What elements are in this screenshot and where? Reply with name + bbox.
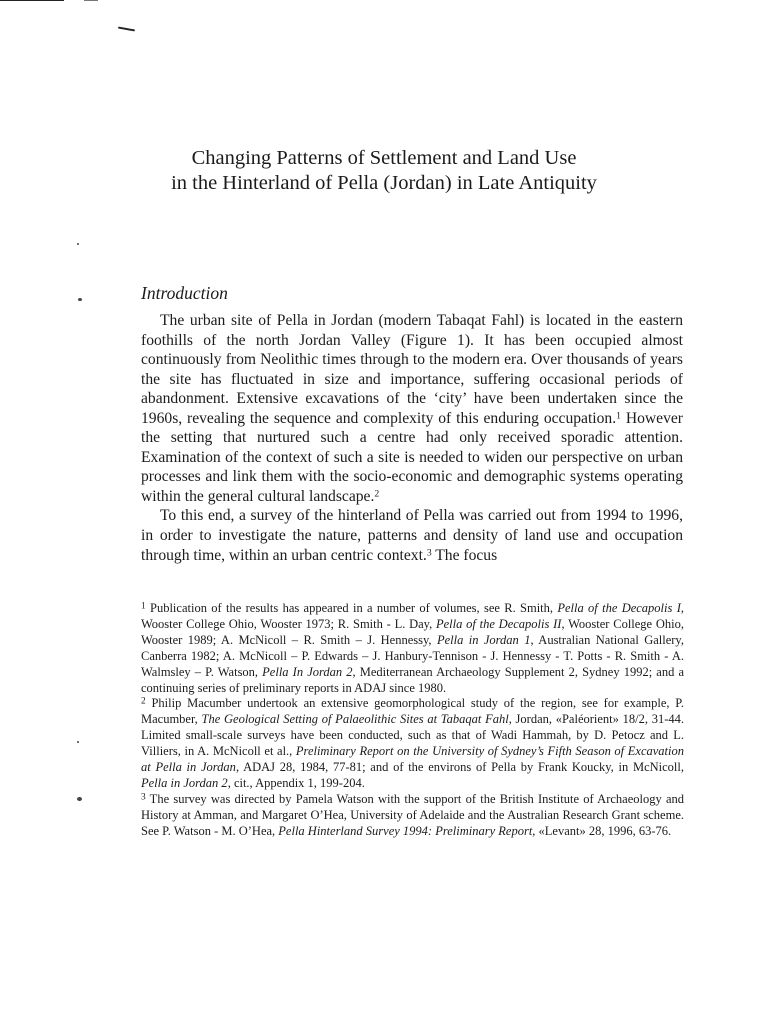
footnote-title-italic: Pella In Jordan 2: [262, 664, 353, 679]
article-title-line-1: Changing Patterns of Settlement and Land Use: [191, 147, 577, 169]
footnote-text: Philip Macumber undertook an extensive geomorphological study of the region, see for example, P. Macumber,: [141, 696, 684, 727]
article-title-line-2: in the Hinterland of Pella (Jordan) in Late Antiquity: [171, 172, 597, 194]
paragraph-text: To this end, a survey of the hinterland of Pella was carried out from 1994 to 1996, in order to investigate the nature, patterns and density of land use and occupation through time, within an urban centric context.: [141, 507, 683, 564]
footnote-marker: 2: [141, 697, 146, 708]
scan-stroke-mark: [118, 27, 135, 32]
section-heading: Introduction: [141, 283, 228, 303]
footnote-marker: 3: [141, 792, 146, 803]
footnote-marker: 1: [141, 601, 146, 612]
footnote-reference[interactable]: 1: [616, 410, 621, 422]
scan-speck: [77, 741, 79, 743]
body-text: [141, 311, 683, 565]
footnote-title-italic: Pella of the Decapolis I: [557, 601, 681, 615]
footnote-title-italic: Pella in Jordan 1: [436, 632, 531, 647]
footnote: [141, 792, 684, 840]
paragraph-text: The focus: [431, 546, 498, 564]
scan-edge-line-short: [84, 0, 98, 1]
footnote-title-italic: The Geological Setting of Palaeolithic Sites at Tabaqat Fahl: [201, 712, 509, 727]
footnote-text: , Australian National Gallery, Canberra 1982; A. McNicoll – P. Edwards – J. Hanbury-Tennison - J. Hennessy - T. Potts - R. Smith - A. Walmsley – P. Watson,: [141, 632, 684, 679]
footnote-text: The survey was directed by Pamela Watson with the support of the British Institute of Archaeology and History at Amman, and Margaret O’Hea, University of Adelaide and the Australian Research Grant scheme. See P. Watson - M. O’Hea,: [141, 791, 684, 838]
paragraph: [141, 506, 683, 565]
footnote-title-italic: Pella of the Decapolis II: [436, 616, 562, 631]
footnote-title-italic: Preliminary Report on the University of Sydney’s Fifth Season of Excavation at Pella in Jordan: [141, 744, 684, 775]
footnotes: [141, 601, 684, 840]
paragraph-text: The urban site of Pella in Jordan (modern Tabaqat Fahl) is located in the eastern foothills of the north Jordan Valley (Figure 1). It has been occupied almost continuously from Neolithic times through to the modern era. Over thousands of years the site has fluctuated in size and importance, suffering occasional periods of abandonment. Extensive excavations of the ‘city’ have been undertaken since the 1960s, revealing the sequence and complexity of this enduring occupation.: [141, 312, 683, 427]
footnote-text: , ADAJ 28, 1984, 77-81; and of the environs of Pella by Frank Koucky, in McNicoll,: [235, 760, 684, 775]
footnote-reference[interactable]: 2: [374, 488, 380, 500]
paragraph-text: However the setting that nurtured such a centre had only received sporadic attention. Examination of the context of such a site is needed to widen our perspective on urban processes and link them with the socio-economic and demographic systems operating within the general cultural landscape.: [141, 409, 683, 505]
scan-speck: [77, 243, 79, 245]
scan-edge-line: [0, 0, 64, 1]
footnote-text: , Jordan, «Paléorient» 18/2, 31-44. Limited small-scale surveys have been conducted, such as that of Wadi Hammah, by D. Petocz and L. Villiers, in A. McNicoll et al.,: [141, 712, 685, 759]
footnote-title-italic: Pella in Jordan 2: [141, 775, 228, 790]
footnote-text: Publication of the results has appeared in a number of volumes, see R. Smith,: [145, 601, 558, 615]
footnote-title-italic: Pella Hinterland Survey 1994: Preliminary Report: [278, 823, 533, 838]
footnote-text: , Wooster College Ohio, Wooster 1973; R. Smith - L. Day,: [141, 601, 684, 631]
scan-speck: [78, 298, 82, 301]
footnote-text: , Mediterranean Archaeology Supplement 2, Sydney 1992; and a continuing series of preliminary reports in ADAJ since 1980.: [141, 664, 685, 695]
footnote: [141, 601, 684, 696]
footnote-text: , cit., Appendix 1, 199-204.: [227, 775, 365, 790]
footnote-text: , Wooster College Ohio, Wooster 1989; A. McNicoll – R. Smith – J. Hennessy,: [141, 616, 684, 647]
footnote: [141, 696, 684, 791]
footnote-reference[interactable]: 3: [426, 547, 432, 559]
footnote-text: , «Levant» 28, 1996, 63-76.: [532, 823, 672, 838]
article-title: [0, 146, 768, 196]
paragraph: [141, 311, 683, 506]
scan-speck: [77, 797, 82, 801]
